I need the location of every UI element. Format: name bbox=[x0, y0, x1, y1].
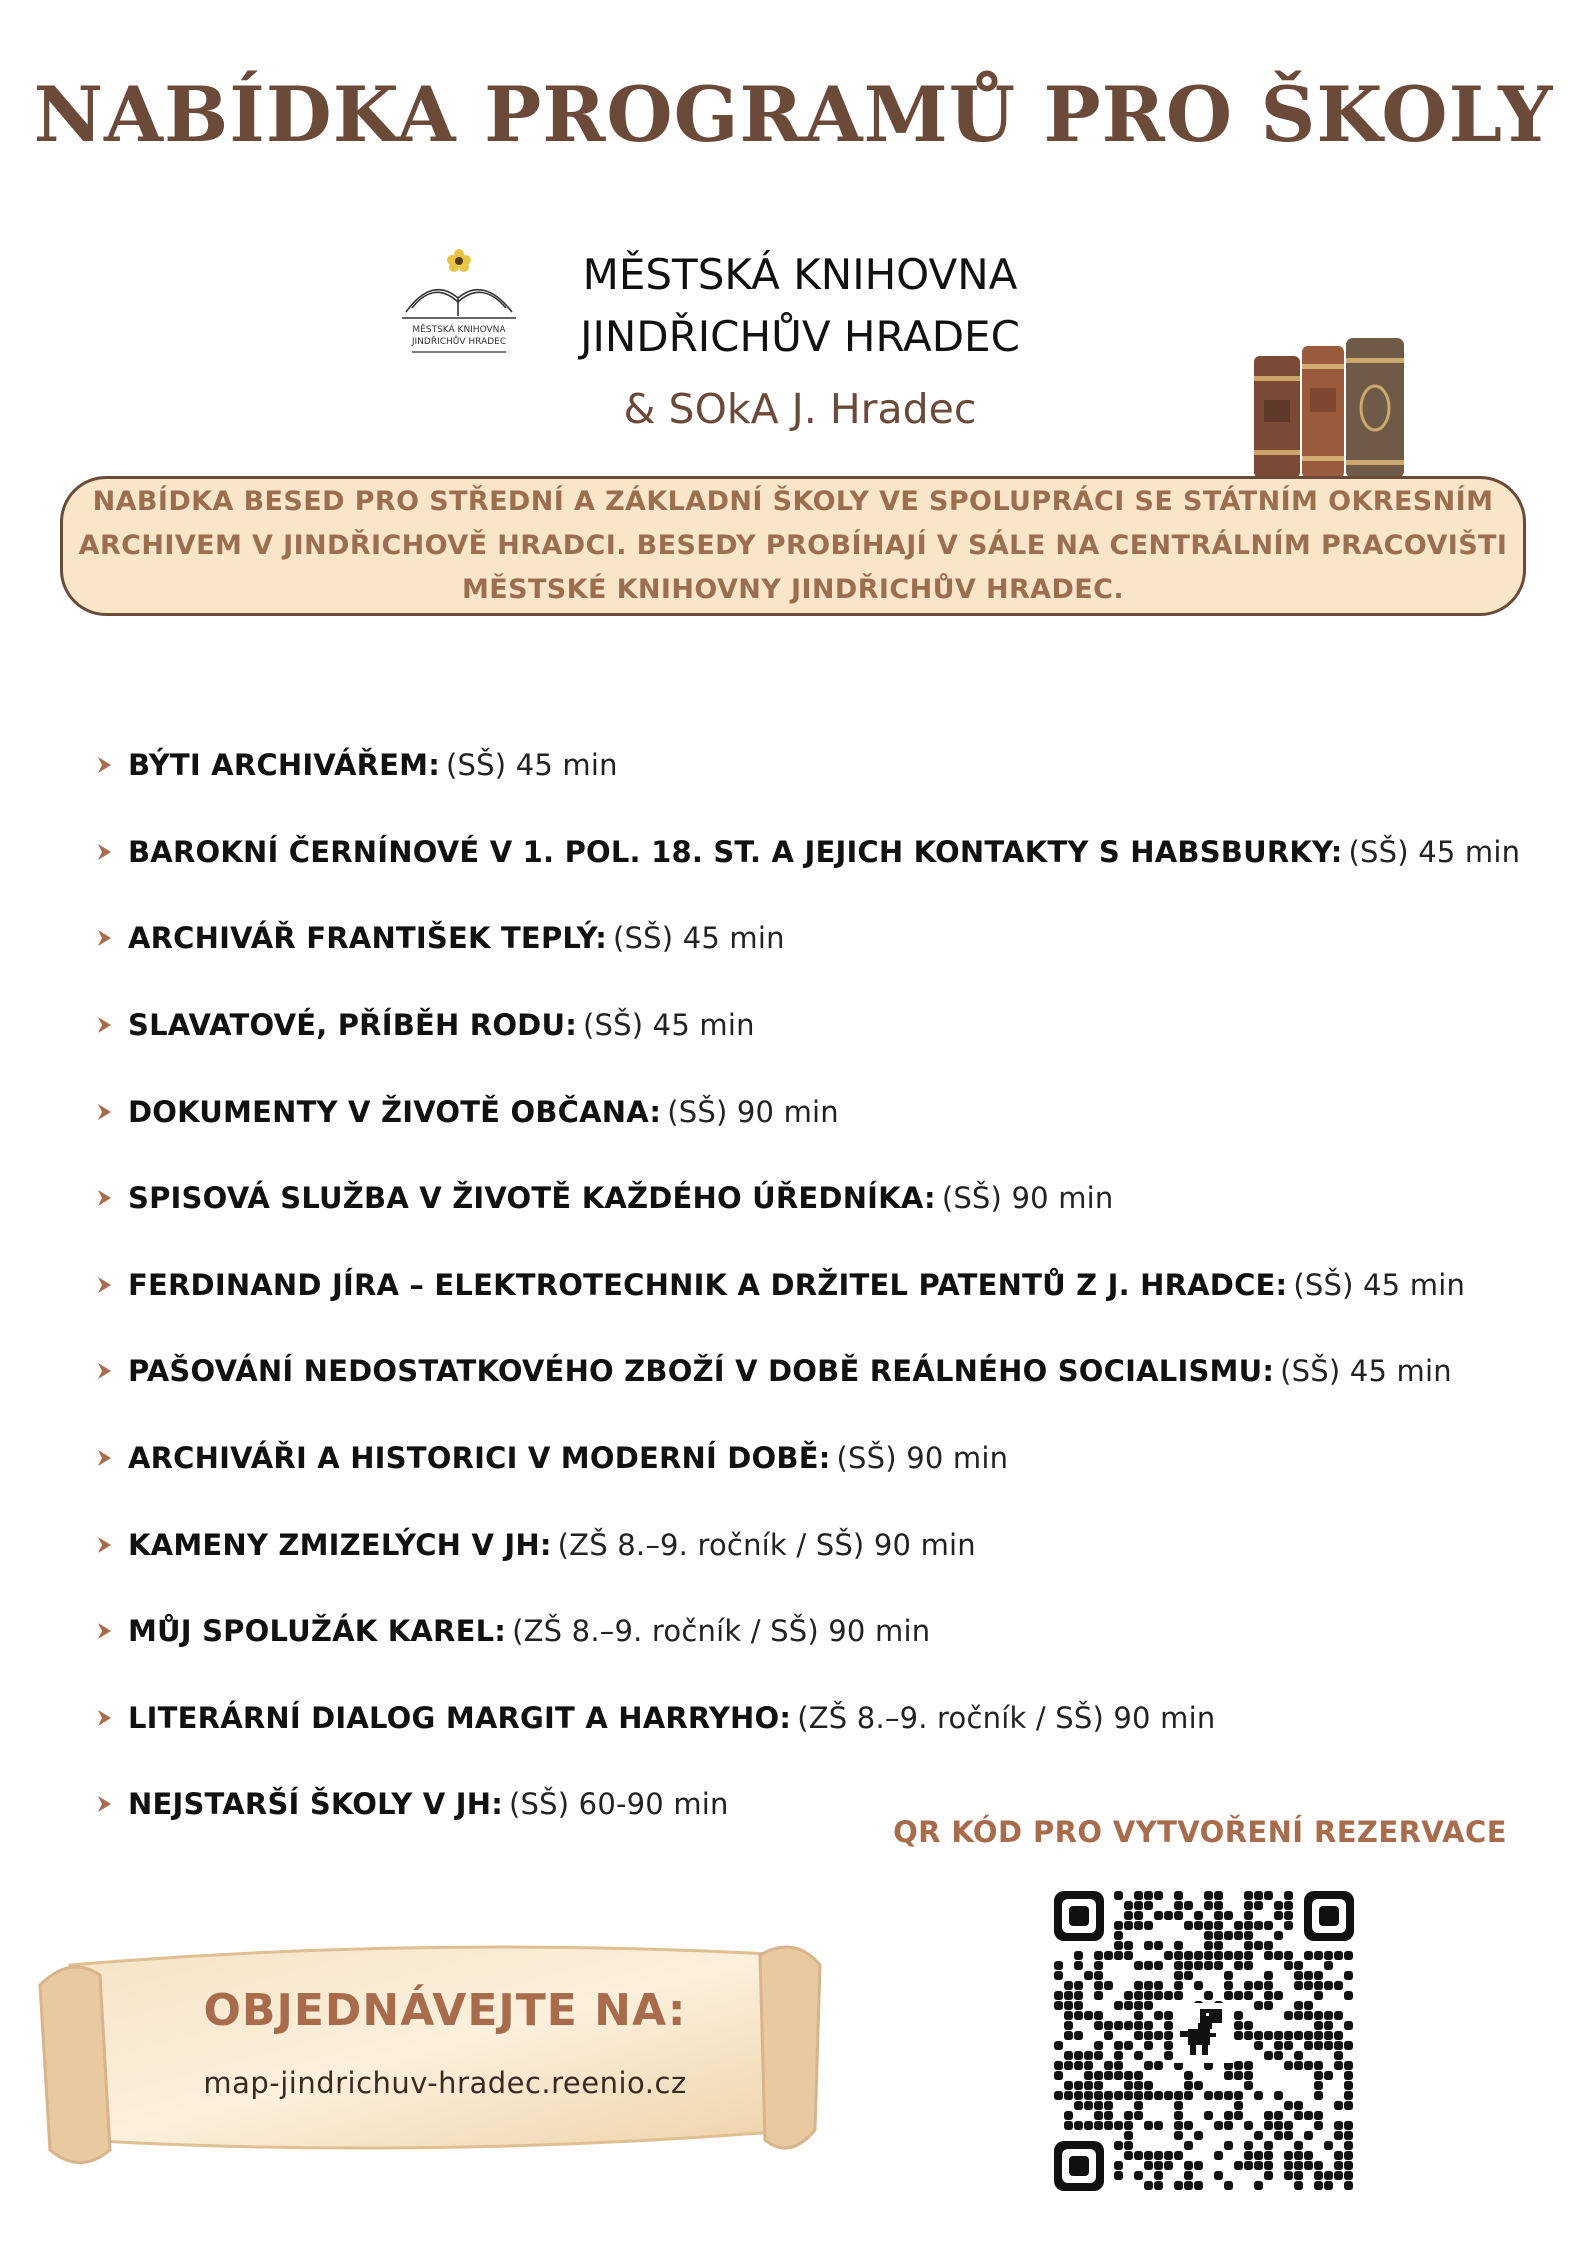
program-name: ARCHIVÁŘI A HISTORICI V MODERNÍ DOBĚ: bbox=[128, 1441, 831, 1476]
program-name: BÝTI ARCHIVÁŘEM: bbox=[128, 748, 441, 783]
order-title: OBJEDNÁVEJTE NA: bbox=[203, 1985, 687, 2036]
program-detail: (SŠ) 45 min bbox=[613, 921, 785, 956]
program-name: SPISOVÁ SLUŽBA V ŽIVOTĚ KAŽDÉHO ÚŘEDNÍKA: bbox=[128, 1181, 936, 1216]
order-url-link[interactable]: map-jindrichuv-hradec.reenio.cz bbox=[203, 2066, 687, 2100]
program-name: FERDINAND JÍRA – ELEKTROTECHNIK A DRŽITEL PATENTŮ Z J. HRADCE: bbox=[128, 1267, 1288, 1302]
chevron-right-icon bbox=[96, 1275, 128, 1295]
chevron-right-icon bbox=[96, 1621, 128, 1641]
chevron-right-icon bbox=[96, 1015, 128, 1035]
qr-caption: QR KÓD PRO VYTVOŘENÍ REZERVACE bbox=[893, 1815, 1507, 1849]
program-detail: (SŠ) 45 min bbox=[446, 748, 618, 783]
program-name: ARCHIVÁŘ FRANTIŠEK TEPLÝ: bbox=[128, 921, 608, 956]
info-box bbox=[60, 476, 1526, 616]
list-item bbox=[96, 722, 1556, 809]
logo-line1: MĚSTSKÁ KNIHOVNA bbox=[412, 325, 506, 335]
chevron-right-icon bbox=[96, 1102, 128, 1122]
library-name-line1: MĚSTSKÁ KNIHOVNA bbox=[582, 250, 1018, 299]
list-item bbox=[96, 895, 1556, 982]
qr-finder-top-right bbox=[1304, 1891, 1354, 1941]
qr-code-icon[interactable] bbox=[1048, 1885, 1360, 2197]
chevron-right-icon bbox=[96, 1535, 128, 1555]
qr-finder-top-left bbox=[1054, 1891, 1104, 1941]
program-name: BAROKNÍ ČERNÍNOVÉ V 1. POL. 18. ST. A JEJICH KONTAKTY S HABSBURKY: bbox=[128, 834, 1343, 869]
chevron-right-icon bbox=[96, 1361, 128, 1381]
chevron-right-icon bbox=[96, 1708, 128, 1728]
program-detail: (SŠ) 90 min bbox=[941, 1181, 1114, 1216]
program-detail: (SŠ) 45 min bbox=[1348, 834, 1521, 869]
list-item bbox=[96, 982, 1556, 1069]
list-item bbox=[96, 1068, 1556, 1155]
program-detail: (SŠ) 45 min bbox=[583, 1008, 755, 1043]
program-detail: (ZŠ 8.–9. ročník / SŠ) 90 min bbox=[512, 1614, 931, 1649]
program-name: KAMENY ZMIZELÝCH V JH: bbox=[128, 1527, 552, 1562]
chevron-right-icon bbox=[96, 928, 128, 948]
program-name: SLAVATOVÉ, PŘÍBĚH RODU: bbox=[128, 1008, 577, 1043]
parchment-scroll bbox=[30, 1915, 830, 2185]
list-item bbox=[96, 809, 1556, 896]
list-item bbox=[96, 1155, 1556, 1242]
program-name: DOKUMENTY V ŽIVOTĚ OBČANA: bbox=[128, 1094, 662, 1129]
list-item bbox=[96, 1415, 1556, 1502]
list-item bbox=[96, 1675, 1556, 1762]
list-item bbox=[96, 1328, 1556, 1415]
logo-line2: JINDŘICHŮV HRADEC bbox=[411, 337, 507, 347]
program-detail: (SŠ) 60-90 min bbox=[509, 1787, 729, 1822]
qr-finder-bottom-left bbox=[1054, 2141, 1104, 2191]
chevron-right-icon bbox=[96, 842, 128, 862]
chevron-right-icon bbox=[96, 1448, 128, 1468]
program-detail: (ZŠ 8.–9. ročník / SŠ) 90 min bbox=[797, 1700, 1216, 1735]
library-partner: & SOkA J. Hradec bbox=[623, 385, 977, 433]
list-item bbox=[96, 1242, 1556, 1329]
flower-icon bbox=[447, 249, 471, 272]
program-detail: (SŠ) 45 min bbox=[1280, 1354, 1452, 1389]
program-name: MŮJ SPOLUŽÁK KAREL: bbox=[128, 1614, 507, 1649]
program-name: LITERÁRNÍ DIALOG MARGIT A HARRYHO: bbox=[128, 1700, 792, 1735]
program-name: PAŠOVÁNÍ NEDOSTATKOVÉHO ZBOŽÍ V DOBĚ REÁLNÉHO SOCIALISMU: bbox=[128, 1354, 1275, 1389]
program-detail: (SŠ) 45 min bbox=[1293, 1267, 1466, 1302]
program-detail: (SŠ) 90 min bbox=[667, 1094, 839, 1129]
program-detail: (ZŠ 8.–9. ročník / SŠ) 90 min bbox=[557, 1527, 976, 1562]
program-list bbox=[96, 722, 1556, 1848]
library-logo bbox=[398, 240, 520, 362]
chevron-right-icon bbox=[96, 755, 128, 775]
books-illustration bbox=[1250, 338, 1440, 478]
program-detail: (SŠ) 90 min bbox=[836, 1441, 1009, 1476]
info-text: NABÍDKA BESED PRO STŘEDNÍ A ZÁKLADNÍ ŠKOLY VE SPOLUPRÁCI SE STÁTNÍM OKRESNÍM ARCHIVEM V JINDŘICHOVĚ HRADCI. BESEDY PROBÍHAJÍ V SÁLE NA CENTRÁLNÍM PRACOVIŠTI MĚSTSKÉ KNIHOVNY JINDŘICHŮV HRADEC. bbox=[78, 486, 1508, 605]
open-book-icon bbox=[402, 290, 516, 318]
list-item bbox=[96, 1588, 1556, 1675]
chevron-right-icon bbox=[96, 1794, 128, 1814]
library-name-line2: JINDŘICHŮV HRADEC bbox=[580, 312, 1020, 361]
list-item bbox=[96, 1501, 1556, 1588]
program-name: NEJSTARŠÍ ŠKOLY V JH: bbox=[128, 1787, 503, 1822]
chevron-right-icon bbox=[96, 1188, 128, 1208]
page-title: NABÍDKA PROGRAMŮ PRO ŠKOLY bbox=[33, 70, 1554, 159]
